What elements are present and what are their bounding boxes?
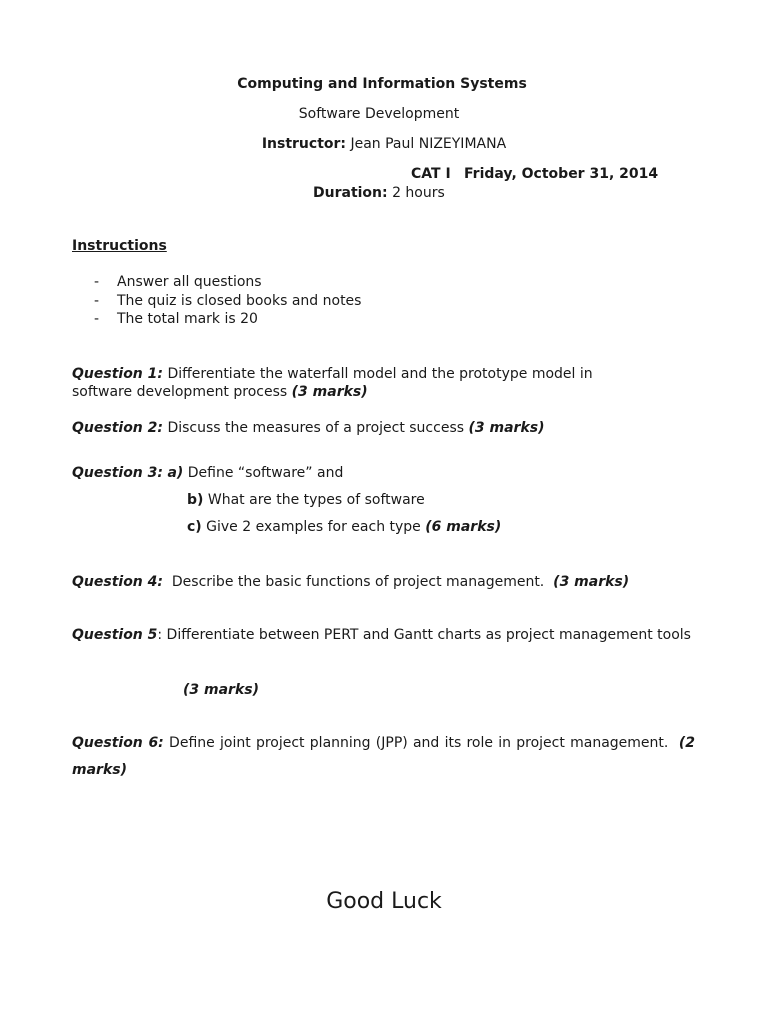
- subpart-label: b): [187, 492, 204, 508]
- question-3-part-b: [187, 491, 425, 509]
- duration-line: [313, 184, 445, 202]
- list-item: - Answer all questions: [94, 274, 262, 290]
- question-text: Differentiate the waterfall model and the prototype model in: [167, 366, 593, 382]
- question-3-part-c: [187, 518, 501, 536]
- question-text: Give 2 examples for each type: [206, 519, 421, 535]
- instructor-name: Jean Paul NIZEYIMANA: [350, 136, 507, 152]
- question-marks: (3 marks): [553, 574, 630, 590]
- question-label: Question 3:: [72, 465, 163, 481]
- question-1: [72, 365, 695, 401]
- institution-title: Computing and Information Systems: [237, 76, 527, 92]
- question-marks: (3 marks): [291, 384, 368, 400]
- exam-date: Friday, October 31, 2014: [464, 166, 659, 182]
- subpart-label: c): [187, 519, 202, 535]
- question-3: [72, 464, 695, 482]
- question-2: [72, 419, 695, 437]
- question-label: Question 6:: [72, 735, 164, 751]
- question-marks: (2 marks): [72, 735, 695, 778]
- question-text: Describe the basic functions of project management.: [171, 574, 545, 590]
- closing-message: Good Luck: [326, 889, 442, 914]
- question-label: Question 2:: [72, 420, 163, 436]
- instructor-label: Instructor:: [261, 136, 347, 152]
- subpart-label: a): [167, 465, 184, 481]
- exam-type: CAT I: [411, 166, 451, 182]
- question-5-marks: [183, 681, 259, 699]
- duration-value: 2 hours: [392, 185, 445, 201]
- course-name: Software Development: [298, 106, 460, 122]
- question-6: [72, 730, 695, 784]
- question-marks: (3 marks): [468, 420, 545, 436]
- question-text: Discuss the measures of a project success: [167, 420, 465, 436]
- question-label: Question 4:: [72, 574, 163, 590]
- question-label: Question 1:: [72, 366, 163, 382]
- instructor-line: [0, 135, 768, 153]
- question-text: : Differentiate between PERT and Gantt charts as project management tools: [157, 627, 691, 643]
- list-item: - The total mark is 20: [94, 311, 258, 327]
- question-marks: (3 marks): [183, 682, 259, 698]
- question-text: What are the types of software: [207, 492, 425, 508]
- list-item: - The quiz is closed books and notes: [94, 292, 362, 309]
- instructions-list: [94, 273, 361, 329]
- question-text: software development process: [72, 384, 288, 400]
- question-label: Question 5: [72, 627, 158, 643]
- question-marks: (6 marks): [425, 519, 502, 535]
- question-text: Define joint project planning (JPP) and its role in project management.: [169, 735, 669, 751]
- question-text: Define “software” and: [187, 465, 344, 481]
- exam-line: [411, 165, 658, 183]
- question-5: [72, 622, 695, 649]
- duration-label: Duration:: [313, 185, 388, 201]
- instructions-heading: Instructions: [72, 238, 167, 254]
- question-4: [72, 573, 695, 591]
